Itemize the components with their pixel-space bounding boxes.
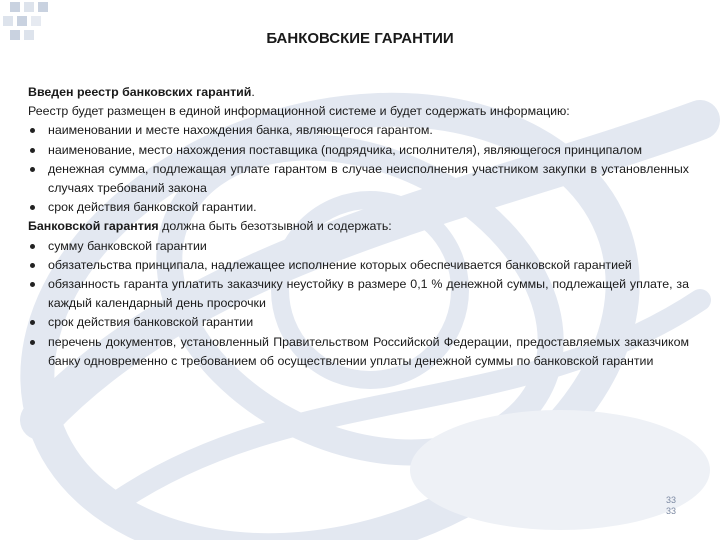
list-item: наименовании и месте нахождения банка, являющегося гарантом.: [28, 121, 689, 140]
registry-lead: Реестр будет размещен в единой информационной системе и будет содержать информацию:: [28, 104, 570, 119]
list-item: наименование, место нахождения поставщика (подрядчика, исполнителя), являющегося принципалом: [28, 141, 689, 160]
bullet-icon: [30, 128, 35, 133]
guarantee-lead-bold: Банковской гарантия: [28, 219, 159, 234]
list-item: обязательства принципала, надлежащее исполнение которых обеспечивается банковской гарантией: [28, 256, 689, 275]
bullet-icon: [30, 340, 35, 345]
page-number-bottom: 33: [665, 506, 676, 516]
registry-list: [28, 121, 689, 217]
bullet-icon: [30, 263, 35, 268]
list-item: срок действия банковской гарантии.: [28, 198, 689, 217]
guarantee-lead: [28, 217, 689, 236]
bullet-icon: [30, 205, 35, 210]
list-item: срок действия банковской гарантии: [28, 313, 689, 332]
intro-bold: Введен реестр банковских гарантий: [28, 85, 252, 99]
intro-rest: .: [251, 85, 255, 99]
list-item: перечень документов, установленный Правительством Российской Федерации, предоставляемых заказчиком банку одновременно с требованием об осуществлении уплаты денежной суммы по банковской гарантии: [28, 333, 689, 371]
slide-content: [28, 83, 689, 371]
page-title: БАНКОВСКИЕ ГАРАНТИИ: [266, 30, 454, 47]
intro-paragraph: [28, 83, 689, 102]
bullet-icon: [30, 167, 35, 172]
list-item: обязанность гаранта уплатить заказчику неустойку в размере 0,1 % денежной суммы, подлежащей уплате, за каждый календарный день просрочки: [28, 275, 689, 313]
bullet-icon: [30, 282, 35, 287]
bullet-icon: [30, 244, 35, 249]
bullet-icon: [30, 320, 35, 325]
page-number: [663, 495, 679, 517]
list-item: сумму банковской гарантии: [28, 237, 689, 256]
guarantee-list: [28, 237, 689, 371]
list-item: денежная сумма, подлежащая уплате гарантом в случае неисполнения участником закупки в установленных случаях требований закона: [28, 160, 689, 198]
page-number-top: 33: [665, 495, 676, 505]
bullet-icon: [30, 148, 35, 153]
guarantee-lead-rest: должна быть безотзывной и содержать:: [158, 219, 392, 234]
